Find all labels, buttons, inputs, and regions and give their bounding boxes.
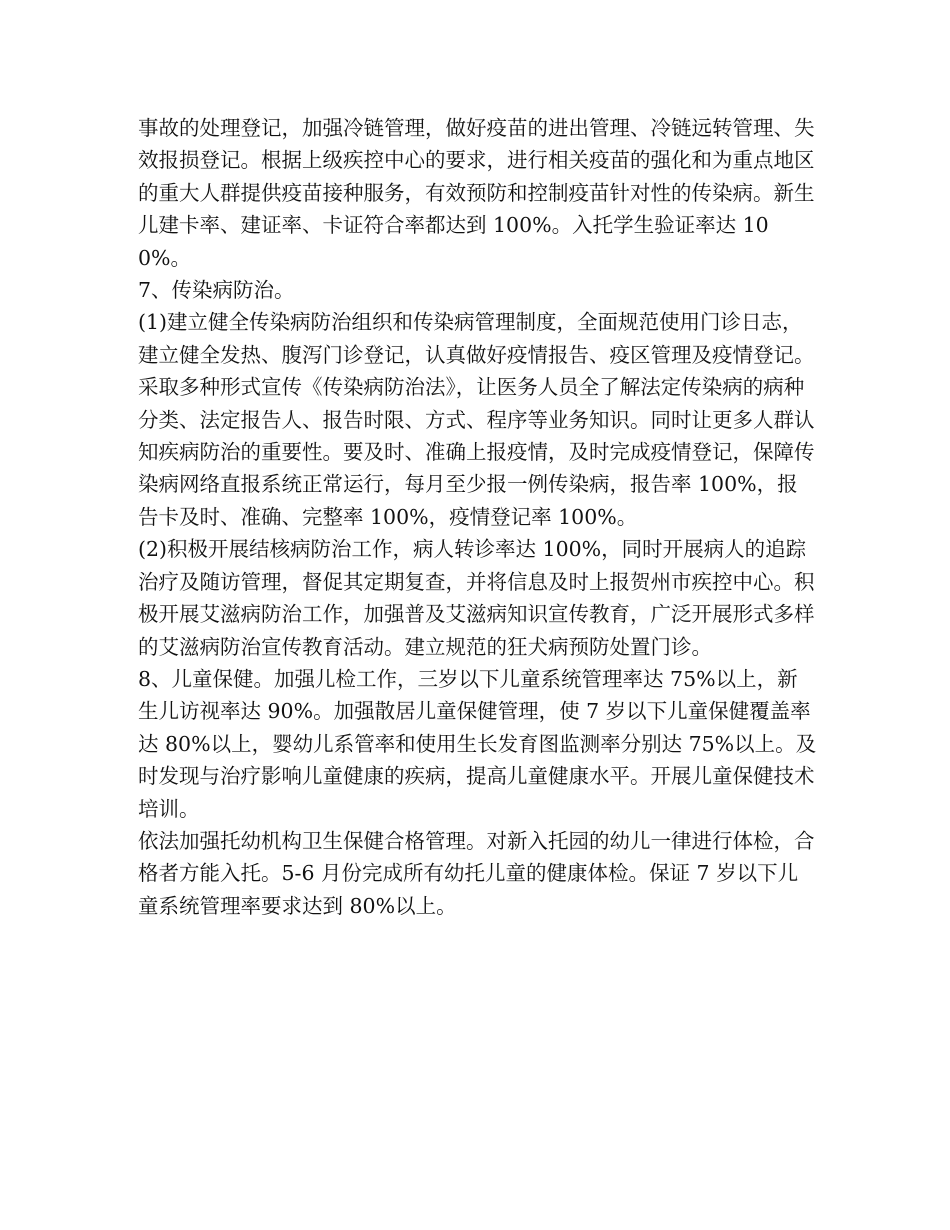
document-body <box>138 112 818 922</box>
paragraph-child-health: 8、儿童保健。加强儿检工作，三岁以下儿童系统管理率达 75%以上，新生儿访视率达 90%。加强散居儿童保健管理，使 7 岁以下儿童保健覆盖率达 80%以上，婴幼儿系管率和使用生长发育图监测率分别达 75%以上。及时发现与治疗影响儿童健康的疾病，提高儿童健康水平。开展儿童保健技术培训。 <box>138 666 817 821</box>
heading-infectious-disease: 7、传染病防治。 <box>138 278 295 303</box>
paragraph-kindergarten-health: 依法加强托幼机构卫生保健合格管理。对新入托园的幼儿一律进行体检，合格者方能入托。5-6 月份完成所有幼托儿童的健康体检。保证 7 岁以下儿童系统管理率要求达到 80%以上。 <box>138 828 815 918</box>
paragraph-infectious-disease-1: (1)建立健全传染病防治组织和传染病管理制度，全面规范使用门诊日志，建立健全发热、腹泻门诊登记，认真做好疫情报告、疫区管理及疫情登记。采取多种形式宣传《传染病防治法》，让医务人员全了解法定传染病的病种分类、法定报告人、报告时限、方式、程序等业务知识。同时让更多人群认知疾病防治的重要性。要及时、准确上报疫情，及时完成疫情登记，保障传染病网络直报系统正常运行，每月至少报一例传染病，报告率 100%，报告卡及时、准确、完整率 100%，疫情登记率 100%。 <box>138 310 815 529</box>
paragraph-infectious-disease-2: (2)积极开展结核病防治工作，病人转诊率达 100%，同时开展病人的追踪治疗及随访管理，督促其定期复查，并将信息及时上报贺州市疾控中心。积极开展艾滋病防治工作，加强普及艾滋病知识宣传教育，广泛开展形式多样的艾滋病防治宣传教育活动。建立规范的狂犬病预防处置门诊。 <box>138 537 815 659</box>
paragraph-vaccine-management: 事故的处理登记，加强冷链管理，做好疫苗的进出管理、冷链远转管理、失效报损登记。根据上级疾控中心的要求，进行相关疫苗的强化和为重点地区的重大人群提供疫苗接种服务，有效预防和控制疫苗针对性的传染病。新生儿建卡率、建证率、卡证符合率都达到 100%。入托学生验证率达 100%。 <box>138 116 815 270</box>
